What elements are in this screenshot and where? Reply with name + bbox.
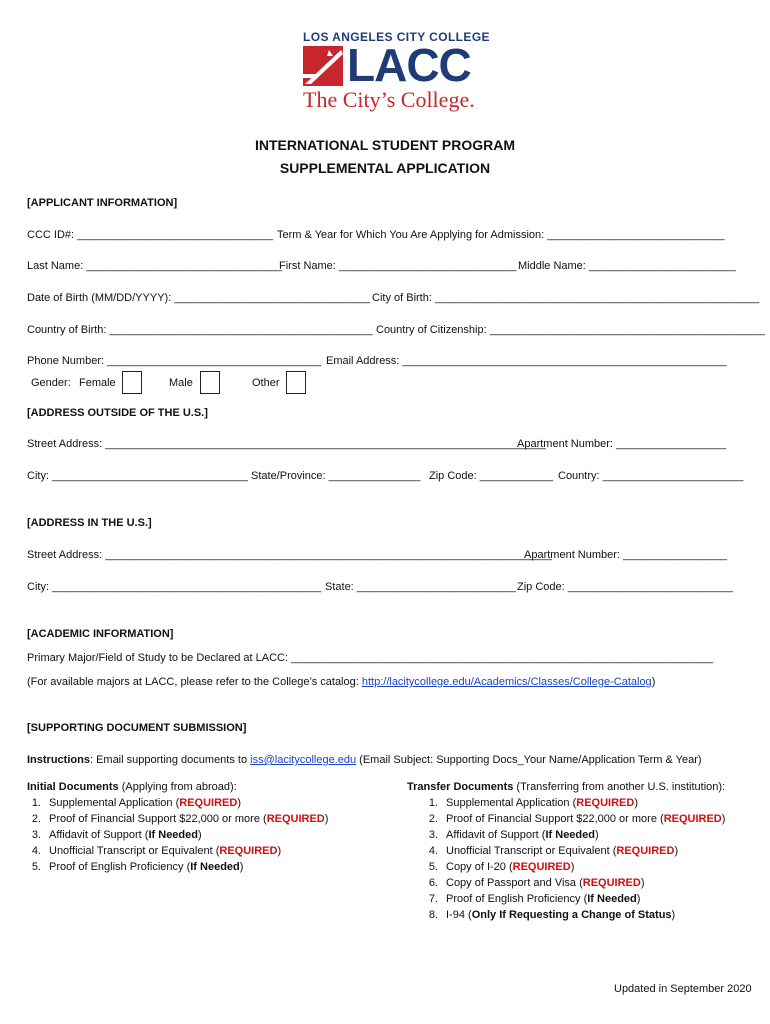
item-text: Proof of English Proficiency (	[49, 861, 191, 873]
item-number: 5.	[31, 861, 41, 873]
item-text: Supplemental Application (	[446, 797, 577, 809]
item-text: Copy of Passport and Visa (	[446, 877, 583, 889]
item-text: Proof of English Proficiency (	[446, 893, 588, 905]
catalog-note-prefix: (For available majors at LACC, please refer to the College’s catalog:	[27, 676, 362, 688]
gender-label: Gender:	[31, 377, 71, 389]
country-of-citizenship-field[interactable]: Country of Citizenship: _____________________________________________	[376, 324, 766, 336]
document-list-item	[17, 795, 328, 811]
document-list-item	[414, 795, 725, 811]
item-number: 1.	[428, 797, 438, 809]
item-end: )	[640, 877, 645, 889]
page-title-line2: SUPPLEMENTAL APPLICATION	[279, 160, 491, 176]
item-tag: REQUIRED	[266, 813, 325, 825]
us-state-field[interactable]: State: __________________________	[325, 581, 516, 593]
item-number: 2.	[31, 813, 41, 825]
item-number: 6.	[428, 877, 438, 889]
gender-female-checkbox[interactable]	[122, 371, 142, 394]
gender-male-checkbox[interactable]	[200, 371, 220, 394]
gender-female-label: Female	[79, 377, 116, 389]
instructions-label: Instructions	[27, 754, 90, 766]
document-list-item	[17, 811, 328, 827]
item-end: )	[721, 813, 726, 825]
date-of-birth-field[interactable]: Date of Birth (MM/DD/YYYY): ________________________________	[27, 292, 371, 304]
catalog-link[interactable]: http://lacitycollege.edu/Academics/Classes/College-Catalog	[361, 676, 652, 688]
middle-name-field[interactable]: Middle Name: ________________________	[518, 260, 736, 272]
item-text: Copy of I-20 (	[446, 861, 513, 873]
item-end: )	[674, 845, 679, 857]
item-tag: REQUIRED	[512, 861, 571, 873]
item-number: 1.	[31, 797, 41, 809]
logo-acronym: LACC	[347, 39, 471, 91]
item-text: Unofficial Transcript or Equivalent (	[446, 845, 617, 857]
item-end: )	[239, 861, 244, 873]
term-year-field[interactable]: Term & Year for Which You Are Applying for Admission: _____________________________	[277, 229, 725, 241]
item-number: 4.	[31, 845, 41, 857]
item-text: Proof of Financial Support $22,000 or more (	[49, 813, 267, 825]
document-list-item	[414, 875, 725, 891]
primary-major-field[interactable]: Primary Major/Field of Study to be Declared at LACC: _____________________________________________________________________	[27, 652, 714, 664]
item-number: 5.	[428, 861, 438, 873]
lacc-logo-mark	[303, 44, 347, 88]
item-end: )	[237, 797, 241, 809]
item-end: )	[634, 797, 638, 809]
item-tag: If Needed	[190, 861, 240, 873]
address-outside-heading: [ADDRESS OUTSIDE OF THE U.S.]	[27, 407, 208, 419]
us-city-field[interactable]: City: ____________________________________________	[27, 581, 322, 593]
document-list-item	[17, 827, 328, 843]
outside-apartment-field[interactable]: Apartment Number: __________________	[517, 438, 727, 450]
document-list-item	[414, 843, 725, 859]
instructions-line	[27, 754, 702, 767]
item-end: )	[671, 909, 676, 921]
outside-country-field[interactable]: Country: _______________________	[558, 470, 744, 482]
gender-male-label: Male	[169, 377, 193, 389]
item-end: )	[197, 829, 202, 841]
outside-city-field[interactable]: City: ________________________________	[27, 470, 248, 482]
gender-other-label: Other	[252, 377, 280, 389]
initial-docs-title	[27, 781, 237, 794]
email-address-field[interactable]: Email Address: _____________________________________________________	[326, 355, 727, 367]
gender-other-checkbox[interactable]	[286, 371, 306, 394]
ccc-id-field[interactable]: CCC ID#: ________________________________	[27, 229, 273, 241]
item-number: 3.	[31, 829, 41, 841]
item-end: )	[570, 861, 575, 873]
item-tag: If Needed	[148, 829, 198, 841]
item-text: Supplemental Application (	[49, 797, 180, 809]
transfer-docs-desc: (Transferring from another U.S. institution):	[513, 781, 726, 793]
document-list-item	[414, 907, 725, 923]
item-number: 3.	[428, 829, 438, 841]
us-zip-field[interactable]: Zip Code: ___________________________	[517, 581, 733, 593]
item-number: 7.	[428, 893, 438, 905]
city-of-birth-field[interactable]: City of Birth: _____________________________________________________	[372, 292, 760, 304]
catalog-note-suffix: )	[651, 676, 656, 688]
outside-state-province-field[interactable]: State/Province: _______________	[251, 470, 421, 482]
iss-email-link[interactable]: iss@lacitycollege.edu	[250, 754, 357, 766]
item-text: Affidavit of Support (	[446, 829, 546, 841]
item-text: I-94 (	[446, 909, 472, 921]
item-number: 2.	[428, 813, 438, 825]
item-text: Proof of Financial Support $22,000 or more (	[446, 813, 664, 825]
document-list-item	[414, 811, 725, 827]
document-list-item	[17, 859, 328, 875]
item-number: 8.	[428, 909, 438, 921]
supporting-docs-heading: [SUPPORTING DOCUMENT SUBMISSION]	[27, 722, 247, 734]
item-end: )	[636, 893, 641, 905]
transfer-docs-title	[407, 781, 725, 794]
instructions-prefix: : Email supporting documents to	[89, 754, 251, 766]
item-tag: REQUIRED	[179, 797, 238, 809]
document-list-item	[414, 859, 725, 875]
item-tag: REQUIRED	[219, 845, 278, 857]
item-text: Affidavit of Support (	[49, 829, 149, 841]
initial-docs-label: Initial Documents	[27, 781, 119, 793]
item-tag: REQUIRED	[582, 877, 641, 889]
updated-date: Updated in September 2020	[614, 983, 752, 995]
item-tag: REQUIRED	[616, 845, 675, 857]
instructions-suffix: (Email Subject: Supporting Docs_Your Name/Application Term & Year)	[356, 754, 702, 766]
initial-docs-list	[17, 795, 328, 875]
outside-street-field[interactable]: Street Address: ________________________________________________________________________	[27, 438, 546, 450]
item-text: Unofficial Transcript or Equivalent (	[49, 845, 220, 857]
item-end: )	[277, 845, 282, 857]
college-name: LOS ANGELES CITY COLLEGE	[303, 30, 490, 44]
item-tag: If Needed	[587, 893, 637, 905]
item-end: )	[324, 813, 329, 825]
us-apartment-field[interactable]: Apartment Number: _________________	[524, 549, 728, 561]
address-us-heading: [ADDRESS IN THE U.S.]	[27, 517, 152, 529]
transfer-docs-list	[414, 795, 725, 923]
outside-zip-field[interactable]: Zip Code: ____________	[429, 470, 554, 482]
document-list-item	[414, 891, 725, 907]
phone-number-field[interactable]: Phone Number: ___________________________________	[27, 355, 322, 367]
country-of-birth-field[interactable]: Country of Birth: ___________________________________________	[27, 324, 373, 336]
item-tag: If Needed	[545, 829, 595, 841]
applicant-info-heading: [APPLICANT INFORMATION]	[27, 197, 178, 209]
us-street-field[interactable]: Street Address: _________________________________________________________________________	[27, 549, 552, 561]
transfer-docs-label: Transfer Documents	[407, 781, 514, 793]
item-end: )	[594, 829, 599, 841]
item-number: 4.	[428, 845, 438, 857]
item-tag: Only If Requesting a Change of Status	[471, 909, 672, 921]
item-tag: REQUIRED	[663, 813, 722, 825]
initial-docs-desc: (Applying from abroad):	[118, 781, 237, 793]
page-title-line1: INTERNATIONAL STUDENT PROGRAM	[254, 137, 516, 153]
catalog-note	[27, 676, 655, 689]
item-tag: REQUIRED	[576, 797, 635, 809]
first-name-field[interactable]: First Name: _____________________________	[279, 260, 517, 272]
logo-tagline: The City’s College.	[303, 87, 475, 112]
last-name-field[interactable]: Last Name: ________________________________	[27, 260, 283, 272]
document-list-item	[414, 827, 725, 843]
academic-info-heading: [ACADEMIC INFORMATION]	[27, 628, 174, 640]
document-list-item	[17, 843, 328, 859]
